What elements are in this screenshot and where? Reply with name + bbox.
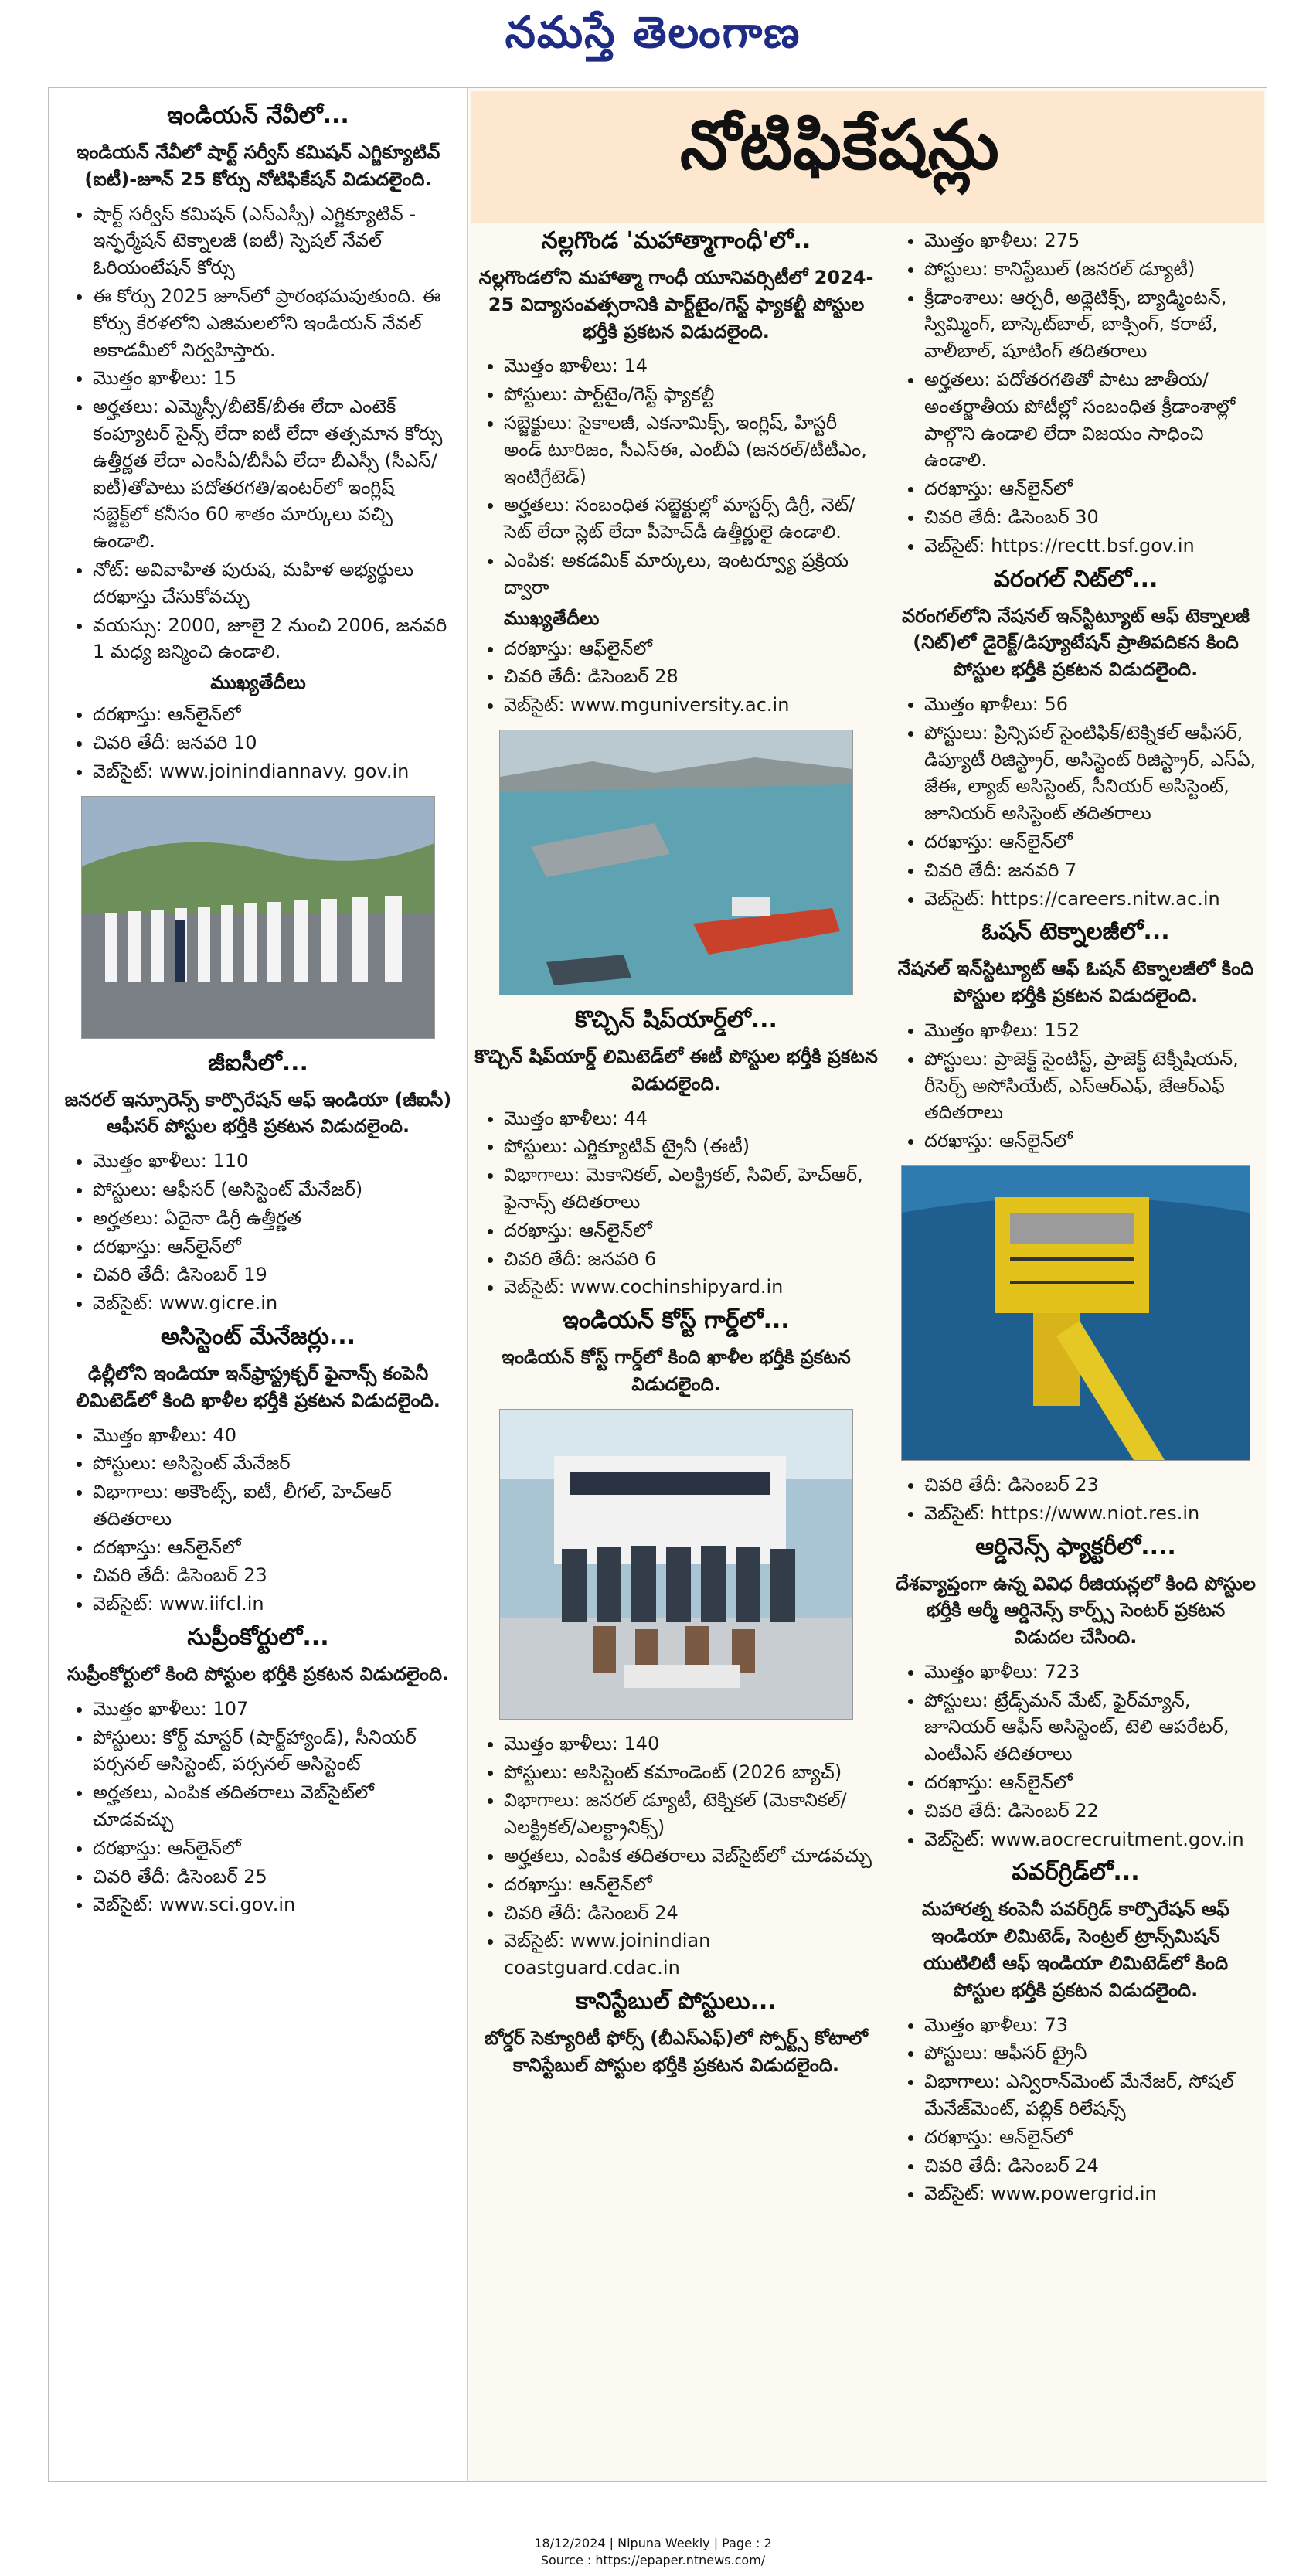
- section-intro: నల్లగొండలోని మహాత్మా గాంధీ యూనివర్సిటీలో 2024-25 విద్యాసంవత్సరానికి పార్ట్‌టైం/గెస్ట్ ఫ్యాకల్టీ పోస్టుల భర్తీకి ప్రకటన విడుదలైంది.: [478, 267, 874, 342]
- list-item: • పోస్టులు: ట్రేడ్స్‌మన్ మేట్, ఫైర్‌మ్యాన్, జూనియర్ ఆఫీస్ అసిస్టెంట్, టెలి ఆపరేటర్, ఎంటీఎస్ తదితరాలు: [924, 1687, 1257, 1768]
- newspaper-page: [48, 87, 1267, 2482]
- list-item: • వెబ్‌సైట్: www.joinindian coastguard.cdac.in: [504, 1928, 878, 1982]
- list-item: • వెబ్‌సైట్: www.powergrid.in: [924, 2180, 1257, 2207]
- list-item: • దరఖాస్తు: ఆన్‌లైన్‌లో: [924, 829, 1257, 856]
- list-item: • వెబ్‌సైట్: www.aocrecruitment.gov.in: [924, 1826, 1257, 1853]
- section-heading: పవర్‌గ్రిడ్‌లో...: [1012, 1859, 1140, 1887]
- cochin-shipyard-section: [474, 1006, 878, 1301]
- detail-list: [63, 201, 453, 666]
- list-item: • పోస్టులు: ఎగ్జిక్యూటివ్ ట్రైనీ (ఈటీ): [504, 1133, 878, 1160]
- nit-warangal-section: [895, 566, 1257, 913]
- list-item: • వెబ్‌సైట్: www.cochinshipyard.in: [504, 1274, 878, 1301]
- list-item: • ఎంపిక: అకడమిక్ మార్కులు, ఇంటర్వ్యూ ప్రక్రియ ద్వారా: [504, 547, 878, 601]
- section-intro: వరంగల్‌లోని నేషనల్ ఇన్‌స్టిట్యూట్ ఆఫ్ టెక్నాలజీ (నిట్)లో డైరెక్ట్/డిప్యూటేషన్ ప్రాతిపదికన కింది పోస్టుల భర్తీకి ప్రకటన విడుదలైంది.: [902, 604, 1250, 681]
- column-left: [49, 88, 467, 2481]
- section-heading: జీఐసీలో...: [208, 1049, 308, 1077]
- list-item: • వెబ్‌సైట్: www.joinindiannavy. gov.in: [93, 758, 453, 785]
- list-item: • ఈ కోర్సు 2025 జూన్‌లో ప్రారంభమవుతుంది. ఈ కోర్సు కేరళలోని ఎజిమలలోని ఇండియన్ నేవల్ అకాడమీలో నిర్వహిస్తారు.: [93, 283, 453, 363]
- list-item: • మొత్తం ఖాళీలు: 44: [504, 1105, 878, 1132]
- section-heading: అసిస్టెంట్ మేనేజర్లు...: [160, 1322, 356, 1350]
- detail-list: [474, 1105, 878, 1302]
- section-intro: ఢిల్లీలోని ఇండియా ఇన్‌ఫ్రాస్ట్రక్చర్ ఫైనాన్స్ కంపెనీ లిమిటెడ్‌లో కింది ఖాళీల భర్తీకి ప్రకటన విడుదలైంది.: [76, 1362, 440, 1411]
- list-item: • పోస్టులు: కోర్ట్ మాస్టర్ (షార్ట్‌హ్యాండ్), సీనియర్ పర్సనల్ అసిస్టెంట్, పర్సనల్ అసిస్టెంట్: [93, 1724, 453, 1778]
- footer-source-line: Source : https://epaper.ntnews.com/: [540, 2553, 766, 2568]
- section-heading: నల్లగొండ 'మహాత్మాగాంధీ'లో..: [541, 227, 811, 254]
- list-item: • మొత్తం ఖాళీలు: 723: [924, 1659, 1257, 1686]
- detail-list: [895, 691, 1257, 912]
- coast-guard-photo: [499, 1409, 853, 1720]
- list-item: • విభాగాలు: మెకానికల్, ఎలక్ట్రికల్, సివిల్, హెచ్ఆర్, ఫైనాన్స్ తదితరాలు: [504, 1162, 878, 1216]
- list-item: • విభాగాలు: అకౌంట్స్, ఐటీ, లీగల్, హెచ్ఆర్ తదితరాలు: [93, 1479, 453, 1533]
- masthead: [0, 0, 1306, 77]
- bsf-detail-list: [895, 227, 1257, 560]
- list-item: • దరఖాస్తు: ఆన్‌లైన్‌లో: [504, 1217, 878, 1244]
- list-item: • అర్హతలు: ఏదైనా డిగ్రీ ఉత్తీర్ణత: [93, 1205, 453, 1232]
- list-item: • మొత్తం ఖాళీలు: 73: [924, 2012, 1257, 2039]
- list-item: • వెబ్‌సైట్: https://rectt.bsf.gov.in: [924, 533, 1257, 560]
- detail-list: [895, 2012, 1257, 2208]
- navy-section: [63, 102, 453, 1039]
- list-item: • మొత్తం ఖాళీలు: 152: [924, 1017, 1257, 1044]
- list-item: • మొత్తం ఖాళీలు: 107: [93, 1696, 453, 1723]
- list-item: • దరఖాస్తు: ఆఫ్‌లైన్‌లో: [504, 635, 878, 662]
- list-item: • వెబ్‌సైట్: www.mguniversity.ac.in: [504, 692, 878, 719]
- list-item: • వెబ్‌సైట్: www.sci.gov.in: [93, 1891, 453, 1918]
- list-item: • పోస్టులు: కానిస్టేబుల్ (జనరల్ డ్యూటీ): [924, 256, 1257, 283]
- column-right: [884, 88, 1267, 2481]
- list-item: • చివరి తేదీ: డిసెంబర్ 28: [504, 663, 878, 690]
- list-item: • క్రీడాంశాలు: ఆర్చరీ, అథ్లెటిక్స్, బ్యాడ్మింటన్, స్విమ్మింగ్, బాస్కెట్‌బాల్, బాక్సింగ్, కరాటే, వాలీబాల్, షూటింగ్ తదితరాలు: [924, 284, 1257, 365]
- ordnance-factory-section: [895, 1533, 1257, 1853]
- list-item: • మొత్తం ఖాళీలు: 15: [93, 365, 453, 392]
- ocean-technology-section: [895, 918, 1257, 1526]
- list-item: • మొత్తం ఖాళీలు: 110: [93, 1148, 453, 1175]
- list-item: • షార్ట్ సర్వీస్ కమిషన్ (ఎస్ఎస్సీ) ఎగ్జిక్యూటివ్ - ఇన్ఫర్మేషన్ టెక్నాలజీ (ఐటీ) స్పెషల్ నేవల్ ఓరియంటేషన్ కోర్సు: [93, 201, 453, 281]
- list-item: • దరఖాస్తు: ఆన్‌లైన్‌లో: [924, 475, 1257, 502]
- gic-section: [63, 1050, 453, 1317]
- list-item: • అర్హతలు, ఎంపిక తదితరాలు వెబ్‌సైట్‌లో చూడవచ్చు: [93, 1779, 453, 1833]
- section-intro: మహారత్న కంపెనీ పవర్‌గ్రిడ్ కార్పొరేషన్ ఆఫ్ ఇండియా లిమిటెడ్, సెంట్రల్ ట్రాన్స్‌మిషన్ యుటిలిటీ ఆఫ్ ఇండియా లిమిటెడ్‌లో కింది పోస్టుల భర్తీకి ప్రకటన విడుదలైంది.: [921, 1898, 1230, 2001]
- list-item: • పోస్టులు: ప్రాజెక్ట్ సైంటిస్ట్, ప్రాజెక్ట్ టెక్నీషియన్, రీసెర్చ్ అసోసియేట్, ఎస్ఆర్ఎఫ్, జేఆర్ఎఫ్ తదితరాలు: [924, 1046, 1257, 1126]
- list-item: • పోస్టులు: పార్ట్‌టైం/గెస్ట్ ఫ్యాకల్టీ: [504, 381, 878, 408]
- section-intro: ఇండియన్ కోస్ట్ గార్డ్‌లో కింది ఖాళీల భర్తీకి ప్రకటన విడుదలైంది.: [502, 1346, 851, 1395]
- detail-list: [895, 1017, 1257, 1155]
- section-heading: సుప్రీంకోర్టులో...: [187, 1624, 329, 1652]
- list-item: • చివరి తేదీ: డిసెంబర్ 19: [93, 1261, 453, 1288]
- detail-list: [63, 1422, 453, 1618]
- detail-list: [895, 1659, 1257, 1853]
- list-item: • మొత్తం ఖాళీలు: 275: [924, 227, 1257, 254]
- list-item: • దరఖాస్తు: ఆన్‌లైన్‌లో: [93, 1534, 453, 1561]
- section-heading: ఆర్డినెన్స్ ఫ్యాక్టరీలో....: [975, 1533, 1176, 1560]
- list-item: • చివరి తేదీ: డిసెంబర్ 24: [504, 1900, 878, 1927]
- section-intro: బోర్డర్ సెక్యూరిటీ ఫోర్స్ (బీఎస్ఎఫ్)లో స్పోర్ట్స్ కోటాలో కానిస్టేబుల్ పోస్టుల భర్తీకి ప్రకటన విడుదలైంది.: [485, 2026, 868, 2076]
- footer-date-line: 18/12/2024 | Nipuna Weekly | Page : 2: [534, 2536, 772, 2550]
- list-item: • అర్హతలు: పదోతరగతితో పాటు జాతీయ/అంతర్జాతీయ పోటీల్లో సంబంధిత క్రీడాంశాల్లో పాల్గొని ఉండాలి లేదా విజయం సాధించి ఉండాలి.: [924, 366, 1257, 474]
- list-item: • సబ్జెక్టులు: సైకాలజీ, ఎకనామిక్స్, ఇంగ్లిష్, హిస్టరీ అండ్ టూరిజం, సీఎస్ఈ, ఎంబీఏ (జనరల్/టీటీఎం, ఇంటిగ్రేటెడ్): [504, 410, 878, 490]
- list-item: • అర్హతలు: సంబంధిత సబ్జెక్టుల్లో మాస్టర్స్ డిగ్రీ, నెట్/సెట్ లేదా స్లెట్ లేదా పీహెచ్‌డీ ఉత్తీర్ణులై ఉండాలి.: [504, 492, 878, 546]
- detail-list: [63, 1696, 453, 1918]
- list-item: • పోస్టులు: ఆఫీసర్ (అసిస్టెంట్ మేనేజర్): [93, 1176, 453, 1203]
- section-heading: ఓషన్ టెక్నాలజీలో...: [981, 918, 1170, 946]
- page-footer: [0, 2535, 1306, 2570]
- list-item: • వెబ్‌సైట్: www.gicre.in: [93, 1290, 453, 1317]
- list-item: • పోస్టులు: అసిస్టెంట్ కమాండెంట్ (2026 బ్యాచ్): [504, 1759, 878, 1786]
- list-item: • చివరి తేదీ: డిసెంబర్ 24: [924, 2152, 1257, 2180]
- list-item: • దరఖాస్తు: ఆన్‌లైన్‌లో: [924, 2124, 1257, 2151]
- list-item: • అర్హతలు: ఎమ్మెస్సీ/బీటెక్/బీఈ లేదా ఎంటెక్ కంప్యూటర్ సైన్స్ లేదా ఐటీ లేదా తత్సమాన కోర్సు ఉత్తీర్ణత లేదా ఎంసీఏ/బీసీఏ లేదా బీఎస్సీ (సీఎస్/ఐటీ)తోపాటు పదోతరగతి/ఇంటర్‌లో ఇంగ్లిష్ సబ్జెక్ట్‌లో కనీసం 60 శాతం మార్కులు వచ్చి ఉండాలి.: [93, 393, 453, 555]
- list-item: • చివరి తేదీ: డిసెంబర్ 23: [924, 1472, 1257, 1499]
- list-item: • దరఖాస్తు: ఆన్‌లైన్‌లో: [93, 701, 453, 728]
- list-item: • వెబ్‌సైట్: https://careers.nitw.ac.in: [924, 886, 1257, 913]
- section-heading: వరంగల్ నిట్‌లో...: [993, 565, 1158, 593]
- detail-list: [895, 1472, 1257, 1527]
- banner-title: నోటిఫికేషన్లు: [680, 105, 1000, 185]
- list-item: • వెబ్‌సైట్: https://www.niot.res.in: [924, 1500, 1257, 1527]
- dates-subheading: ముఖ్యతేదీలు: [504, 607, 600, 629]
- list-item: • వెబ్‌సైట్: www.iifcl.in: [93, 1591, 453, 1618]
- list-item: • విభాగాలు: ఎన్విరాన్‌మెంట్ మేనేజర్, సోషల్ మేనేజ్‌మెంట్, పబ్లిక్ రిలేషన్స్: [924, 2068, 1257, 2122]
- mgu-section: [474, 227, 878, 995]
- section-heading: కొచ్చిన్ షిప్‌యార్డ్‌లో...: [575, 1006, 777, 1033]
- list-item: • విభాగాలు: జనరల్ డ్యూటీ, టెక్నికల్ (మెకానికల్/ఎలక్ట్రికల్/ఎలక్ట్రానిక్స్): [504, 1787, 878, 1841]
- detail-list: [63, 1148, 453, 1317]
- column-middle: [467, 88, 884, 2481]
- detail-list: [63, 701, 453, 784]
- list-item: • అర్హతలు, ఎంపిక తదితరాలు వెబ్‌సైట్‌లో చూడవచ్చు: [504, 1843, 878, 1870]
- section-intro: కొచ్చిన్ షిప్‌యార్డ్ లిమిటెడ్‌లో ఈటీ పోస్టుల భర్తీకి ప్రకటన విడుదలైంది.: [474, 1045, 878, 1094]
- list-item: • దరఖాస్తు: ఆన్‌లైన్‌లో: [924, 1769, 1257, 1796]
- list-item: • దరఖాస్తు: ఆన్‌లైన్‌లో: [504, 1871, 878, 1898]
- supreme-court-section: [63, 1624, 453, 1918]
- section-intro: జనరల్ ఇన్సూరెన్స్ కార్పొరేషన్ ఆఫ్ ఇండియా (జీఐసీ) ఆఫీసర్ పోస్టుల భర్తీకి ప్రకటన విడుదలైంది.: [64, 1088, 452, 1138]
- newspaper-logo: నమస్తే తెలంగాణ: [505, 8, 801, 58]
- list-item: • మొత్తం ఖాళీలు: 40: [93, 1422, 453, 1449]
- section-intro: సుప్రీంకోర్టులో కింది పోస్టుల భర్తీకి ప్రకటన విడుదలైంది.: [66, 1663, 450, 1686]
- list-item: • పోస్టులు: ప్రిన్సిపల్ సైంటిఫిక్/టెక్నికల్ ఆఫీసర్, డిప్యూటీ రిజిస్ట్రార్, అసిస్టెంట్ రిజిస్ట్రార్, ఎస్ఏ, జేఈ, ల్యాబ్ అసిస్టెంట్, సీనియర్ అసిస్టెంట్, జూనియర్ అసిస్టెంట్ తదితరాలు: [924, 720, 1257, 827]
- notifications-banner: [471, 91, 1264, 223]
- section-heading: ఇండియన్ నేవీలో...: [167, 102, 349, 129]
- detail-list: [474, 1730, 878, 1982]
- list-item: • చివరి తేదీ: డిసెంబర్ 22: [924, 1798, 1257, 1825]
- list-item: • నోట్: అవివాహిత పురుష, మహిళ అభ్యర్థులు దరఖాస్తు చేసుకోవచ్చు: [93, 556, 453, 611]
- list-item: • మొత్తం ఖాళీలు: 56: [924, 691, 1257, 718]
- detail-list: [474, 352, 878, 601]
- section-heading: ఇండియన్ కోస్ట్ గార్డ్‌లో...: [563, 1307, 790, 1335]
- bsf-section: [474, 1988, 878, 2079]
- section-heading: కానిస్టేబుల్ పోస్టులు...: [576, 1987, 777, 2015]
- coast-guard-section: [474, 1307, 878, 1982]
- section-intro: నేషనల్ ఇన్‌స్టిట్యూట్ ఆఫ్ ఓషన్ టెక్నాలజీలో కింది పోస్టుల భర్తీకి ప్రకటన విడుదలైంది.: [897, 958, 1254, 1007]
- list-item: • పోస్టులు: ఆఫీసర్ ట్రైనీ: [924, 2040, 1257, 2067]
- powergrid-section: [895, 1859, 1257, 2207]
- list-item: • మొత్తం ఖాళీలు: 140: [504, 1730, 878, 1758]
- list-item: • దరఖాస్తు: ఆన్‌లైన్‌లో: [924, 1128, 1257, 1155]
- dates-subheading: ముఖ్యతేదీలు: [210, 672, 306, 694]
- list-item: • దరఖాస్తు: ఆన్‌లైన్‌లో: [93, 1234, 453, 1261]
- list-item: • చివరి తేదీ: జనవరి 7: [924, 857, 1257, 884]
- list-item: • దరఖాస్తు: ఆన్‌లైన్‌లో: [93, 1835, 453, 1862]
- list-item: • చివరి తేదీ: డిసెంబర్ 30: [924, 504, 1257, 531]
- list-item: • చివరి తేదీ: డిసెంబర్ 25: [93, 1863, 453, 1890]
- list-item: • మొత్తం ఖాళీలు: 14: [504, 352, 878, 379]
- list-item: • చివరి తేదీ: జనవరి 10: [93, 730, 453, 757]
- shipyard-photo: [499, 730, 853, 995]
- section-intro: ఇండియన్ నేవీలో షార్ట్ సర్వీస్ కమిషన్ ఎగ్జిక్యూటివ్ (ఐటీ)-జూన్ 25 కోర్సు నోటిఫికేషన్ విడుదలైంది.: [76, 141, 440, 190]
- asst-manager-section: [63, 1323, 453, 1618]
- list-item: • చివరి తేదీ: డిసెంబర్ 23: [93, 1562, 453, 1589]
- section-intro: దేశవ్యాప్తంగా ఉన్న వివిధ రీజియన్లలో కింది పోస్టుల భర్తీకి ఆర్మీ ఆర్డినెన్స్ కార్ప్స్ సెంటర్ ప్రకటన విడుదల చేసింది.: [896, 1572, 1256, 1649]
- ocean-equipment-photo: [901, 1165, 1250, 1461]
- navy-parade-photo: [81, 796, 435, 1039]
- list-item: • వయస్సు: 2000, జూలై 2 నుంచి 2006, జనవరి 1 మధ్య జన్మించి ఉండాలి.: [93, 612, 453, 666]
- list-item: • పోస్టులు: అసిస్టెంట్ మేనేజర్: [93, 1450, 453, 1477]
- detail-list: [474, 635, 878, 719]
- list-item: • చివరి తేదీ: జనవరి 6: [504, 1246, 878, 1273]
